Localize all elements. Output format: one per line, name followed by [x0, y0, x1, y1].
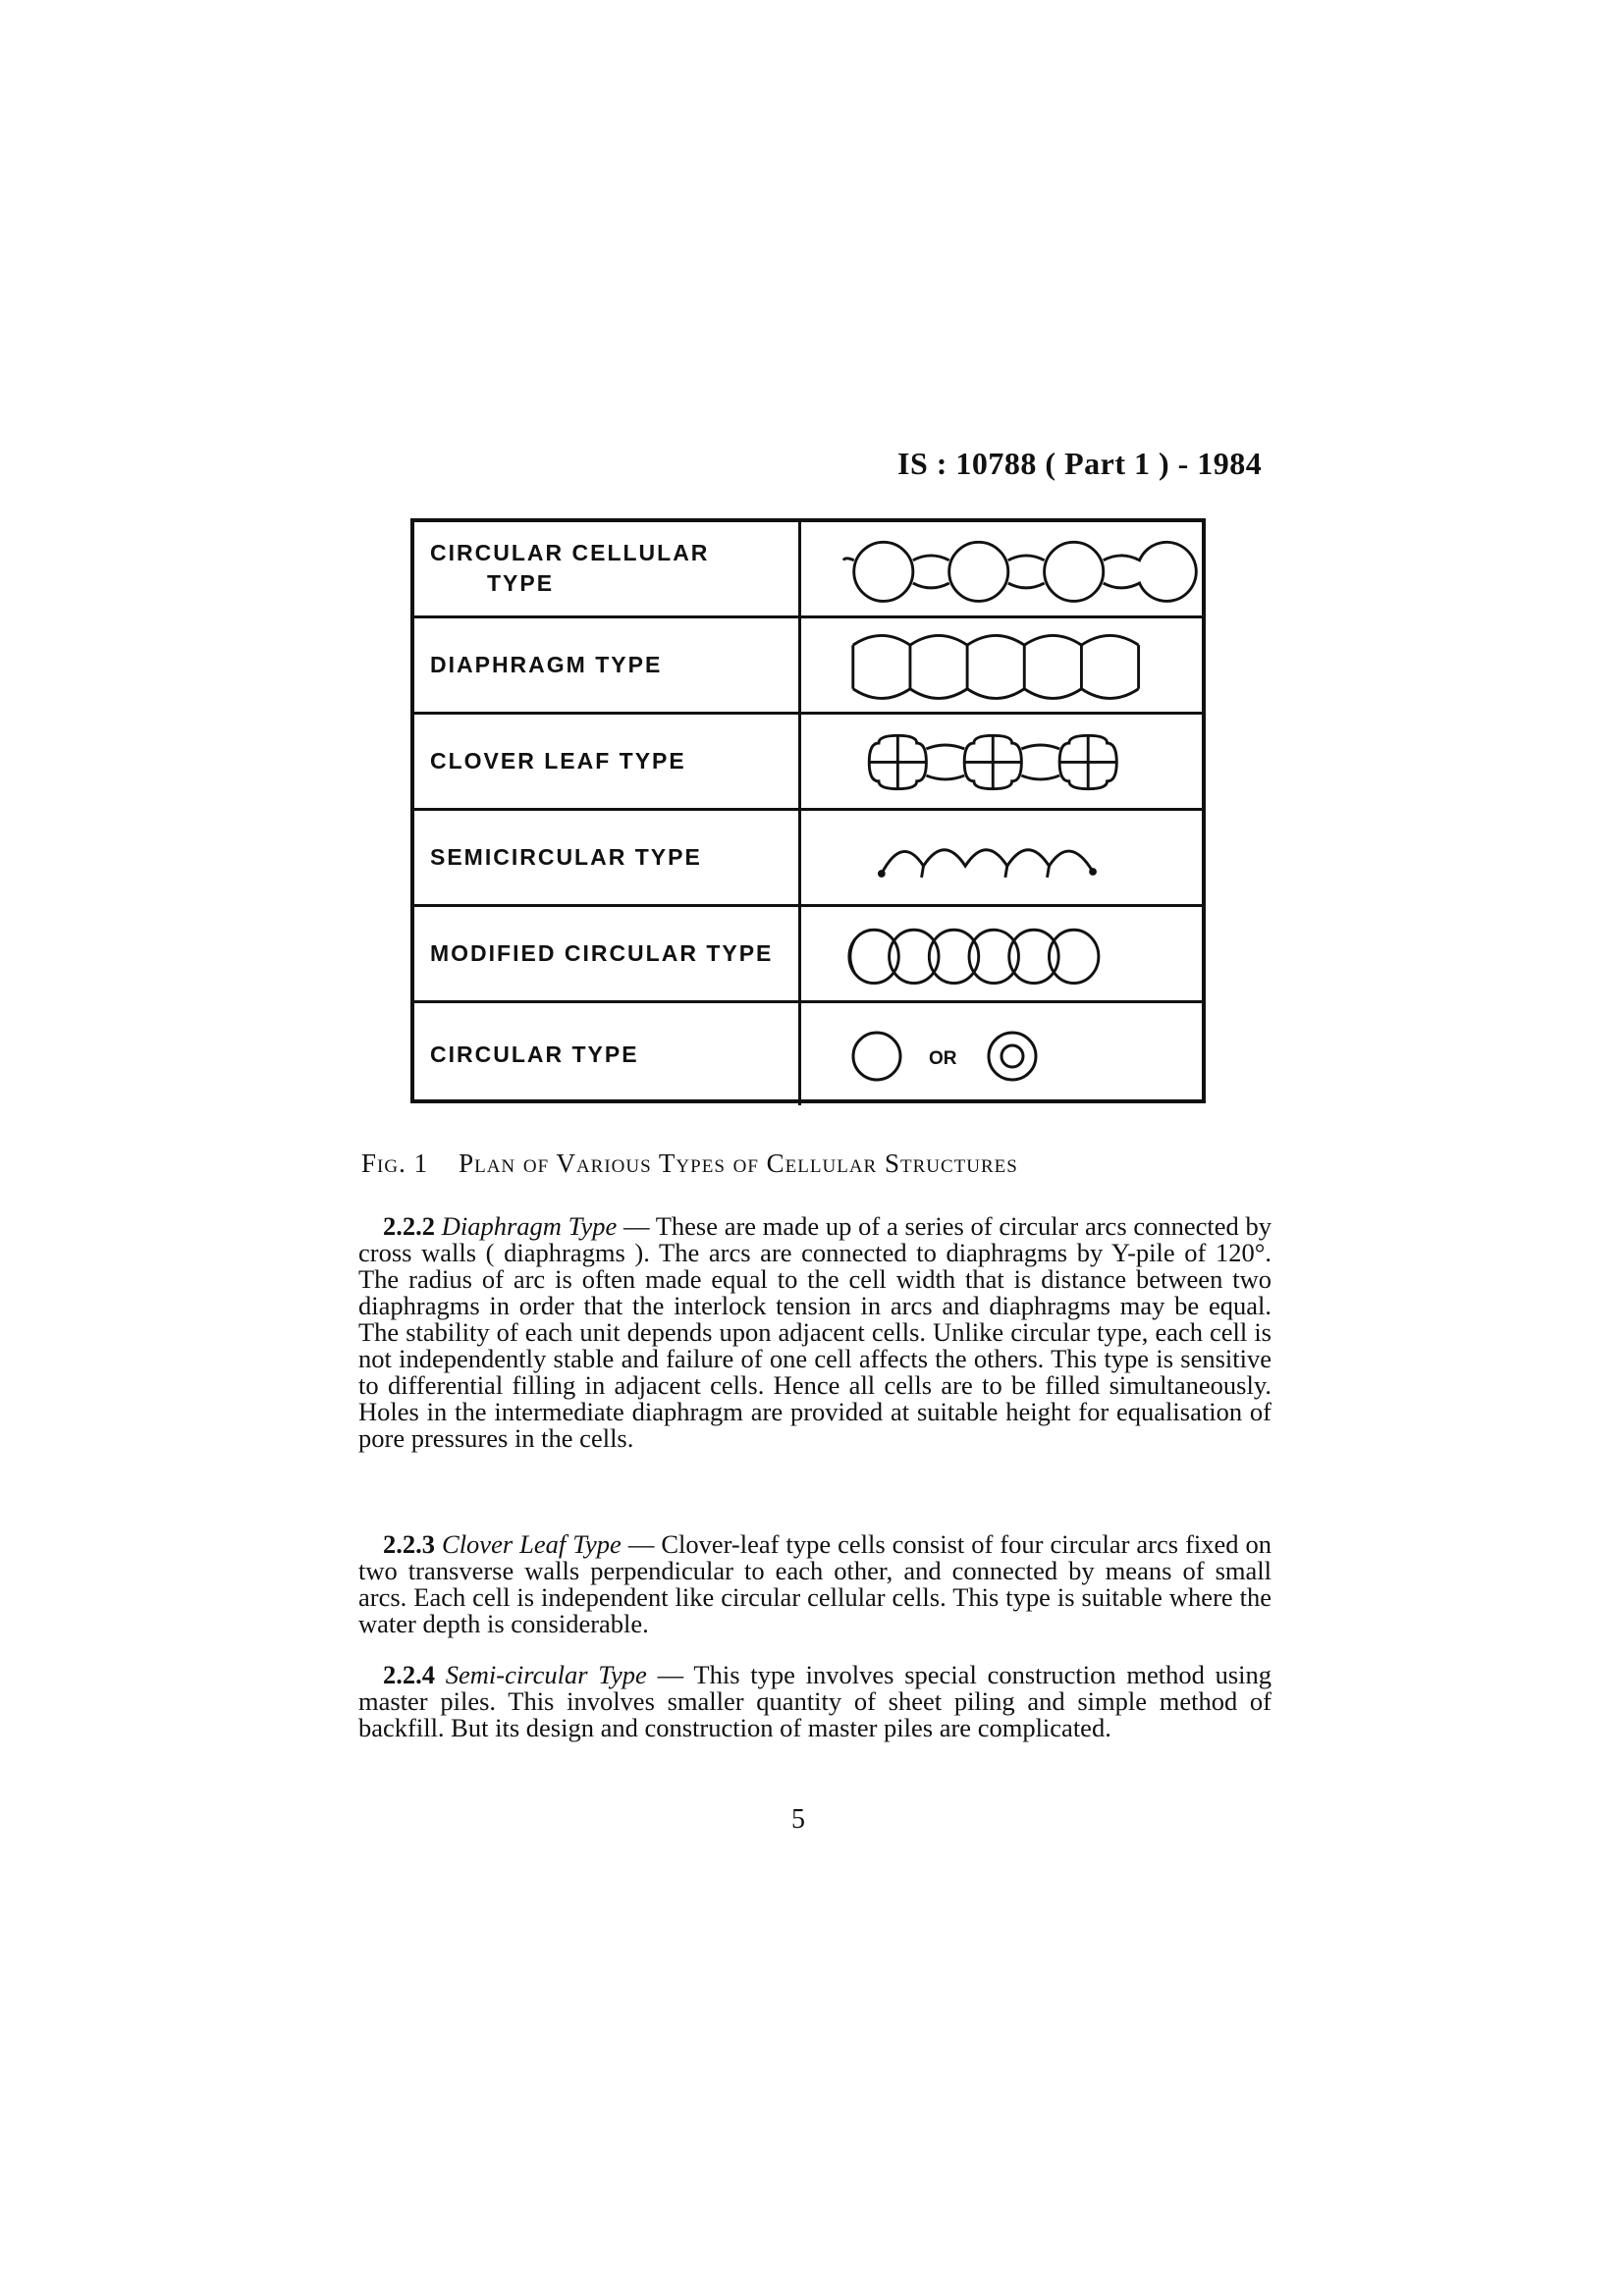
figure-row-circular	[414, 1003, 1202, 1105]
diaphragm-symbol	[801, 618, 1202, 712]
paragraph-title: Clover Leaf Type	[442, 1529, 622, 1559]
row-label-line: CIRCULAR CELLULAR	[430, 540, 710, 565]
figure-caption	[361, 1148, 1245, 1179]
row-label: CIRCULAR TYPE	[414, 1003, 801, 1105]
circular-symbol	[801, 1003, 1202, 1105]
row-label: CLOVER LEAF TYPE	[414, 715, 801, 808]
or-label: OR	[929, 1048, 957, 1069]
figure-caption-text: Plan of Various Types of Cellular Structures	[459, 1148, 1018, 1178]
page-number: 5	[791, 1804, 805, 1835]
semicircular-symbol	[801, 811, 1202, 904]
paragraph-body: — Clover-leaf type cells consist of four circular arcs fixed on two transverse walls perpendicular to each other, and connected by means of small arcs. Each cell is independent like circular cellular cells. This type is suitable where the water depth is considerable.	[358, 1529, 1272, 1638]
row-label	[414, 522, 801, 615]
paragraph-body: — These are made up of a series of circular arcs connected by cross walls ( diaphragms ). The arcs are connected to diaphragms by Y-pile of 120°. The radius of arc is often made equal to the cell width that is distance between two diaphragms in order that the interlock tension in arcs and diaphragms may be equal. The stability of each unit depends upon adjacent cells. Unlike circular type, each cell is not independently stable and failure of one cell affects the others. This type is sensitive to differential filling in adjacent cells. Hence all cells are to be filled simultaneously. Holes in the intermediate diaphragm are provided at suitable height for equalisation of pore pressures in the cells.	[358, 1211, 1272, 1453]
paragraph-number: 2.2.3	[383, 1529, 435, 1559]
standard-header: IS : 10788 ( Part 1 ) - 1984	[897, 446, 1263, 481]
modified-circular-symbol	[801, 907, 1202, 1000]
paragraph-2-2-3	[358, 1531, 1271, 1637]
figure-row-clover-leaf	[414, 715, 1202, 811]
row-label: DIAPHRAGM TYPE	[414, 618, 801, 712]
figure-row-modified-circular	[414, 907, 1202, 1003]
paragraph-2-2-4	[358, 1662, 1271, 1741]
circular-cellular-symbol	[801, 522, 1202, 615]
paragraph-title: Semi-circular Type	[445, 1660, 647, 1689]
paragraph-number: 2.2.4	[383, 1660, 435, 1689]
figure-caption-prefix: Fig. 1	[361, 1148, 429, 1178]
row-label: MODIFIED CIRCULAR TYPE	[414, 907, 801, 1000]
figure-row-circular-cellular	[414, 522, 1202, 618]
figure-table	[410, 518, 1206, 1103]
paragraph-title: Diaphragm Type	[441, 1211, 618, 1241]
row-label-line: TYPE	[487, 570, 555, 596]
figure-row-semicircular	[414, 811, 1202, 907]
paragraph-body: — This type involves special construction method using master piles. This involves smaller quantity of sheet piling and simple method of backfill. But its design and construction of master piles are complicated.	[358, 1660, 1272, 1742]
paragraph-number: 2.2.2	[383, 1211, 435, 1241]
figure-row-diaphragm	[414, 618, 1202, 715]
clover-leaf-symbol	[801, 715, 1202, 808]
paragraph-2-2-2	[358, 1213, 1271, 1452]
row-label: SEMICIRCULAR TYPE	[414, 811, 801, 904]
